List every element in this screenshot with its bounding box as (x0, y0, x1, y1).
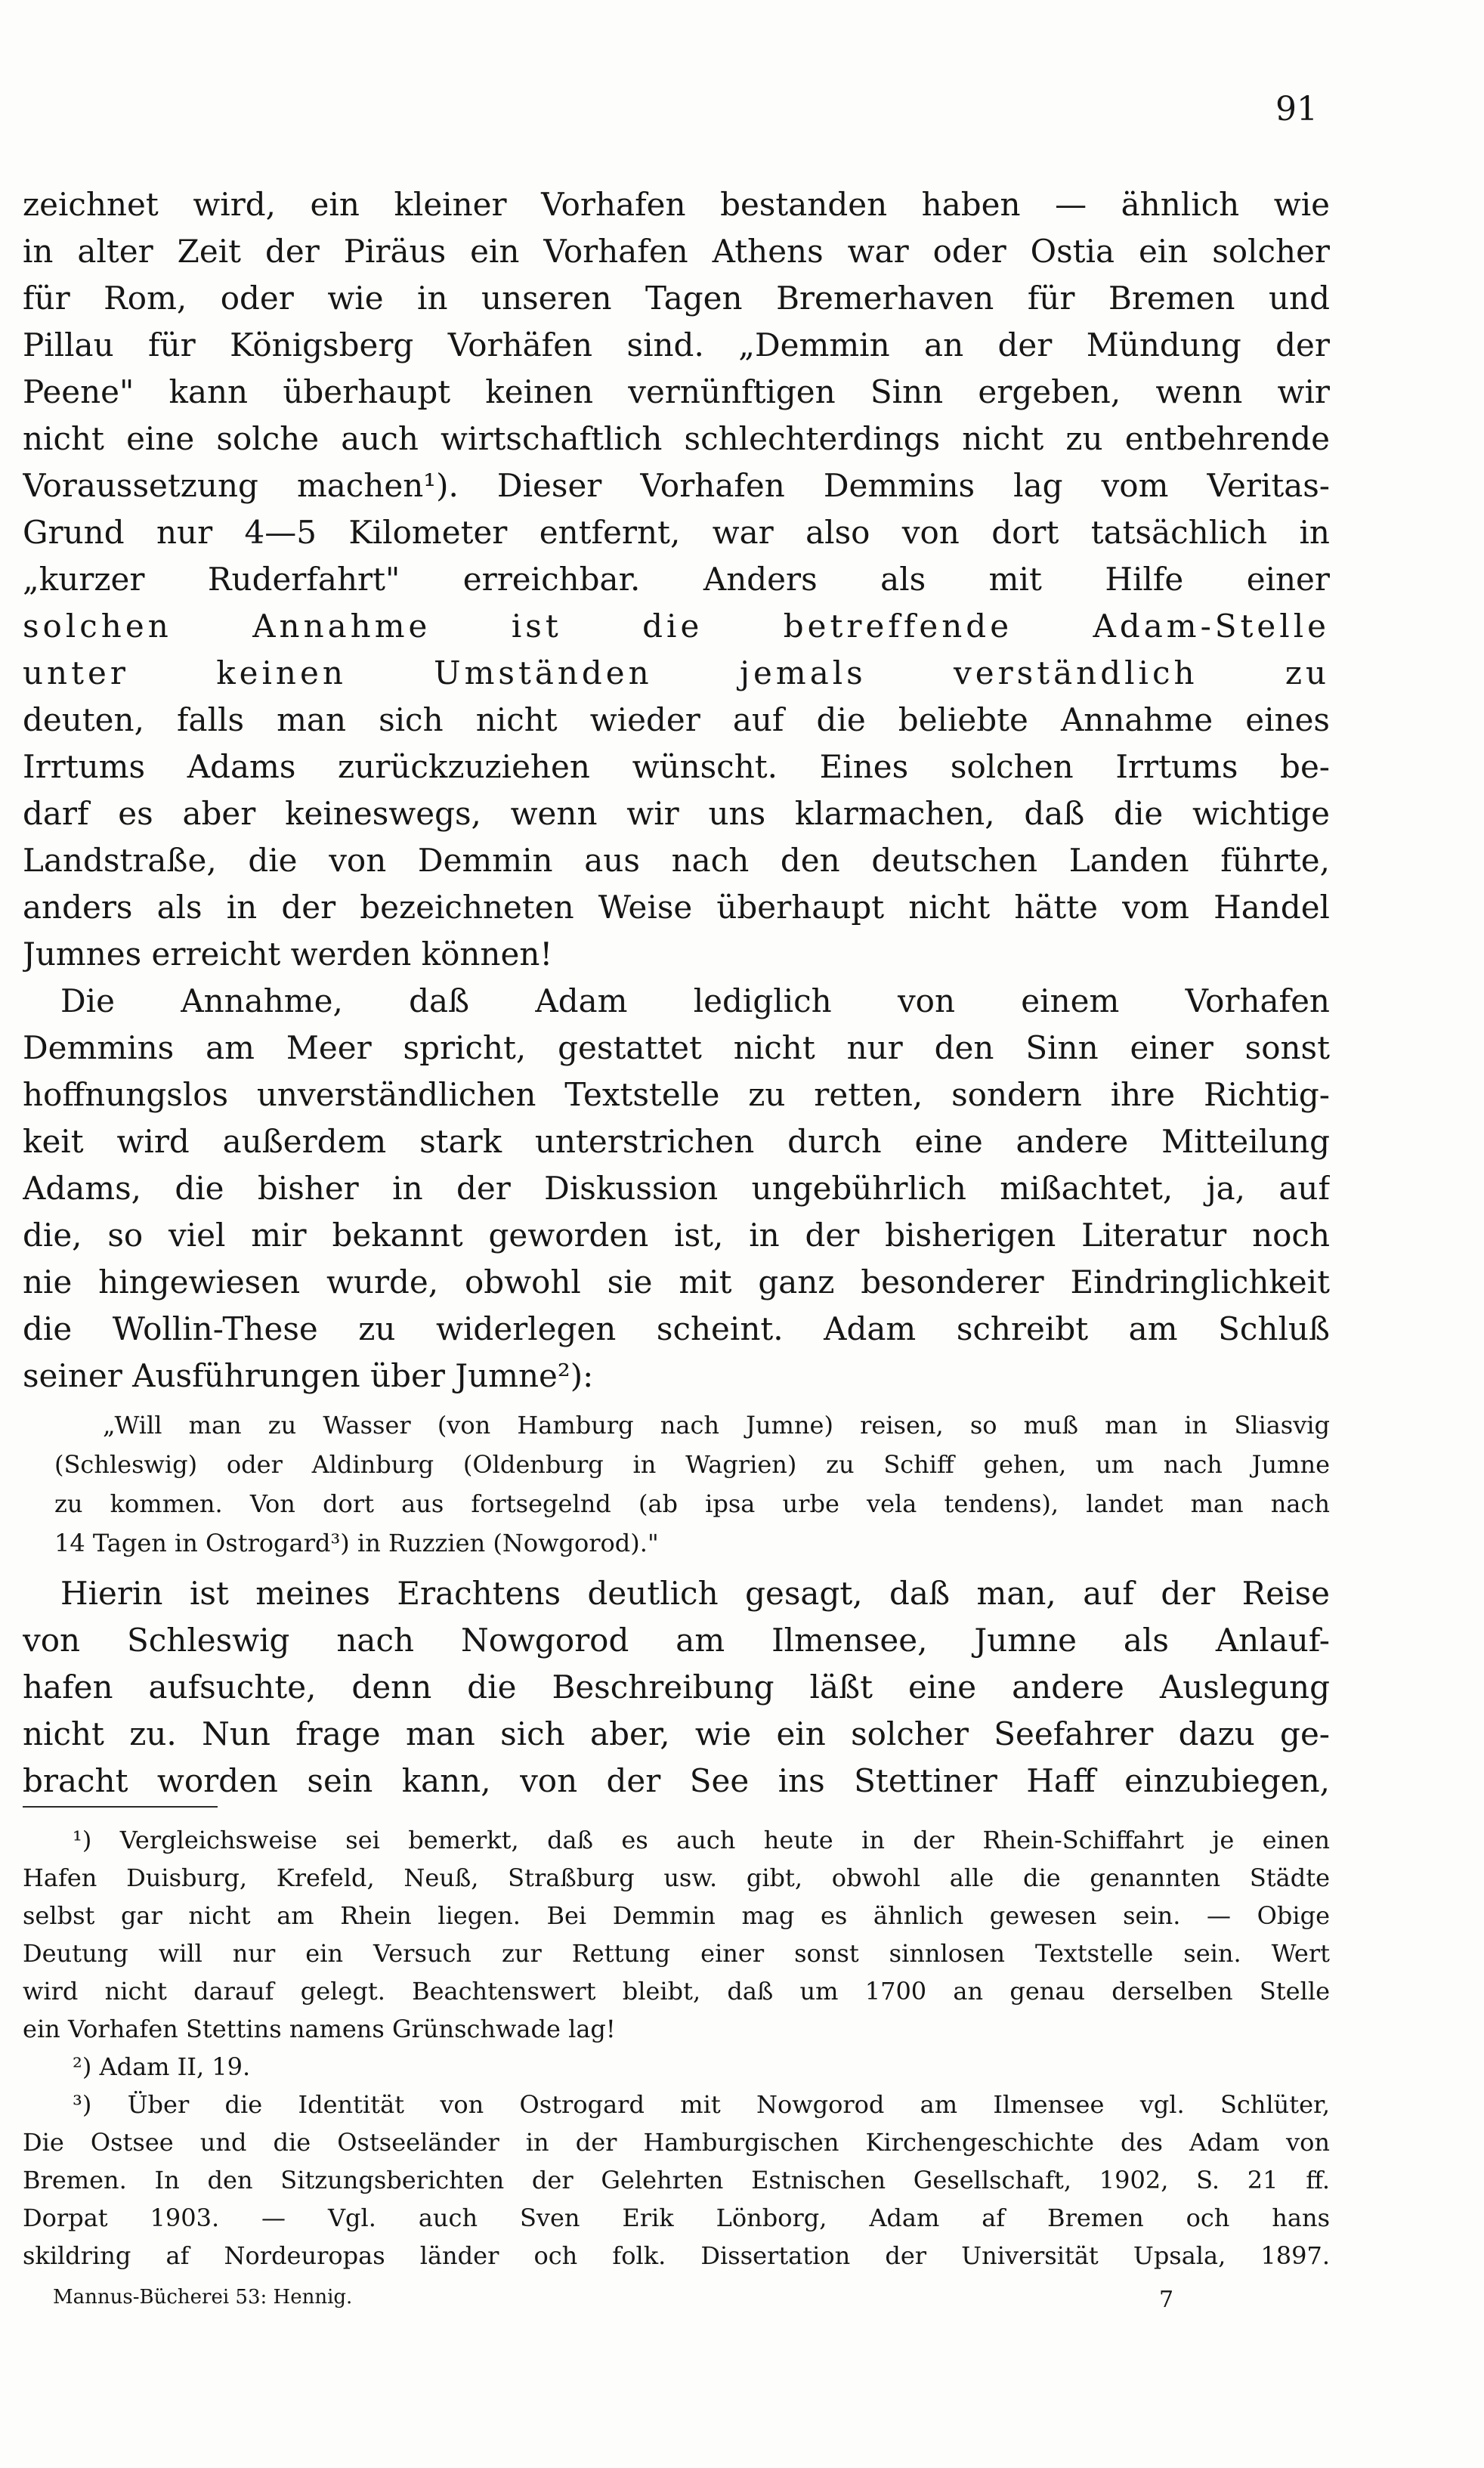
text-line: Hierin ist meines Erachtens deutlich gesagt, daß man, auf der Reise (60, 1575, 1330, 1612)
footnote-line: Bremen. In den Sitzungsberichten der Gelehrten Estnischen Gesellschaft, 1902, S. 21 ff. (23, 2166, 1330, 2194)
text-line: nicht eine solche auch wirtschaftlich schlechterdings nicht zu entbehrende (23, 420, 1330, 457)
text-line: bracht worden sein kann, von der See ins Stettiner Haff einzubiegen, (23, 1762, 1330, 1799)
text-line: Landstraße, die von Demmin aus nach den deutschen Landen führte, (23, 842, 1330, 879)
text-line: Irrtums Adams zurückzuziehen wünscht. Eines solchen Irrtums be- (23, 748, 1330, 785)
text-line: keit wird außerdem stark unterstrichen durch eine andere Mitteilung (23, 1123, 1330, 1160)
text-line: deuten, falls man sich nicht wieder auf die beliebte Annahme eines (23, 701, 1330, 738)
sheet-mark: 7 (1159, 2287, 1174, 2313)
text-line: die, so viel mir bekannt geworden ist, in der bisherigen Literatur noch (23, 1217, 1330, 1254)
text-line: „kurzer Ruderfahrt" erreichbar. Anders als mit Hilfe einer (23, 561, 1330, 598)
footnote-line: wird nicht darauf gelegt. Beachtenswert bleibt, daß um 1700 an genau derselben Stelle (23, 1977, 1330, 2006)
text-line: seiner Ausführungen über Jumne²): (23, 1357, 594, 1394)
footnote-line: ²) Adam II, 19. (73, 2052, 251, 2081)
text-line: Voraussetzung machen¹). Dieser Vorhafen Demmins lag vom Veritas- (23, 467, 1330, 504)
text-line: Jumnes erreicht werden können! (23, 936, 553, 973)
text-line: anders als in der bezeichneten Weise überhaupt nicht hätte vom Handel (23, 889, 1330, 926)
text-line: für Rom, oder wie in unseren Tagen Bremerhaven für Bremen und (23, 280, 1330, 317)
text-line: nicht zu. Nun frage man sich aber, wie ein solcher Seefahrer dazu ge- (23, 1715, 1330, 1752)
text-line: Pillau für Königsberg Vorhäfen sind. „Demmin an der Mündung der (23, 326, 1330, 363)
footnote-line: ein Vorhafen Stettins namens Grünschwade lag! (23, 2015, 616, 2043)
text-line: von Schleswig nach Nowgorod am Ilmensee, Jumne als Anlauf- (23, 1622, 1330, 1659)
text-line: solchen Annahme ist die betreffende Adam-Stelle (23, 608, 1330, 645)
text-line: Peene" kann überhaupt keinen vernünftigen Sinn ergeben, wenn wir (23, 373, 1330, 410)
footnote-line: Hafen Duisburg, Krefeld, Neuß, Straßburg usw. gibt, obwohl alle die genannten Städte (23, 1863, 1330, 1892)
text-line: Grund nur 4—5 Kilometer entfernt, war also von dort tatsächlich in (23, 514, 1330, 551)
quote-line: zu kommen. Von dort aus fortsegelnd (ab ipsa urbe vela tendens), landet man nach (54, 1489, 1330, 1518)
printer-signature: Mannus-Bücherei 53: Hennig. (53, 2286, 353, 2309)
footnote-line: skildring af Nordeuropas länder och folk. Dissertation der Universität Upsala, 1897. (23, 2241, 1330, 2270)
quote-line: (Schleswig) oder Aldinburg (Oldenburg in Wagrien) zu Schiff gehen, um nach Jumne (54, 1450, 1330, 1479)
quote-line: „Will man zu Wasser (von Hamburg nach Jumne) reisen, so muß man in Sliasvig (103, 1411, 1330, 1440)
footnote-line: Dorpat 1903. — Vgl. auch Sven Erik Lönborg, Adam af Bremen och hans (23, 2204, 1330, 2232)
footnote-line: ³) Über die Identität von Ostrogard mit Nowgorod am Ilmensee vgl. Schlüter, (73, 2090, 1330, 2119)
footnote-line: selbst gar nicht am Rhein liegen. Bei Demmin mag es ähnlich gewesen sein. — Obige (23, 1901, 1330, 1930)
text-line: zeichnet wird, ein kleiner Vorhafen bestanden haben — ähnlich wie (23, 186, 1330, 223)
text-line: Die Annahme, daß Adam lediglich von einem Vorhafen (60, 982, 1330, 1019)
text-line: die Wollin-These zu widerlegen scheint. Adam schreibt am Schluß (23, 1310, 1330, 1347)
text-line: darf es aber keineswegs, wenn wir uns klarmachen, daß die wichtige (23, 795, 1330, 832)
text-line: Adams, die bisher in der Diskussion ungebührlich mißachtet, ja, auf (23, 1170, 1330, 1207)
footnote-line: Deutung will nur ein Versuch zur Rettung einer sonst sinnlosen Textstelle sein. Wert (23, 1939, 1330, 1968)
text-line: unter keinen Umständen jemals verständlich zu (23, 654, 1330, 691)
text-line: nie hingewiesen wurde, obwohl sie mit ganz besonderer Eindringlichkeit (23, 1263, 1330, 1300)
page-number: 91 (1275, 90, 1318, 128)
footnote-line: ¹) Vergleichsweise sei bemerkt, daß es auch heute in der Rhein-Schiffahrt je einen (73, 1826, 1330, 1854)
quote-line: 14 Tagen in Ostrogard³) in Ruzzien (Nowgorod)." (54, 1529, 659, 1557)
footnote-line: Die Ostsee und die Ostseeländer in der Hamburgischen Kirchengeschichte des Adam von (23, 2128, 1330, 2157)
text-line: hafen aufsuchte, denn die Beschreibung läßt eine andere Auslegung (23, 1669, 1330, 1706)
text-line: hoffnungslos unverständlichen Textstelle zu retten, sondern ihre Richtig- (23, 1076, 1330, 1113)
text-line: Demmins am Meer spricht, gestattet nicht nur den Sinn einer sonst (23, 1029, 1330, 1066)
text-line: in alter Zeit der Piräus ein Vorhafen Athens war oder Ostia ein solcher (23, 233, 1330, 270)
